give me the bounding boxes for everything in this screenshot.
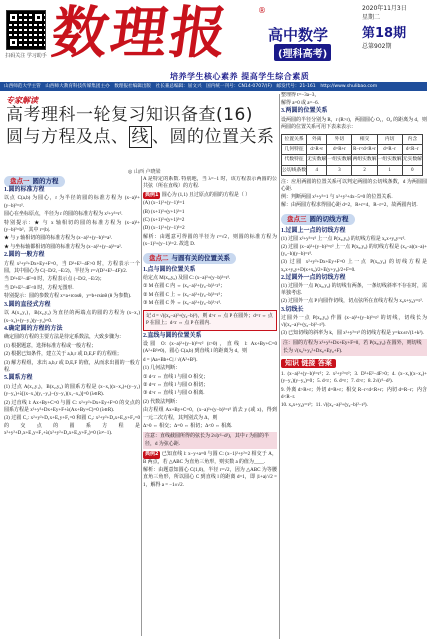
distance-formula-box (143, 310, 277, 331)
headline-line-2 (6, 126, 276, 148)
paragraph: ② M 在圆 C 上 ⇔ (x₀−a)²+(y₀−b)²=r²； (143, 292, 226, 298)
table-cell: 3 (327, 165, 352, 175)
example-question: 已知直线 l: x−y+a=0 与圆 C: (x−1)²+y²=2 相交于 A，B 两点，若 △ABC 为直角三角形，则实数 a 的值为____. (143, 452, 277, 465)
paragraph: 当 D²+E²−4F<0 时，方程无图形. (4, 285, 74, 291)
paragraph: ② d=r ⇔ 直线 l 与圆 O 相切； (143, 382, 209, 388)
example-label: 典例2 (145, 451, 159, 458)
paragraph: (3) 过圆 x²+y²+Dx+Ey+F=0 上一点 P(x₀,y₀) 的切线方程是 x₀x+y₀y+D(x+x₀)/2+E(y+y₀)/2+F=0. (281, 260, 427, 273)
qr-code-icon[interactable] (6, 10, 46, 50)
table-cell: 无实数解 (307, 155, 327, 165)
section-title: 圆的切线方程 (309, 214, 349, 223)
paragraph: (2) 代数法判断： (143, 399, 181, 405)
paragraph: 9. 外离 d>R+r；外切 d=R+r；相交 R−r<d<R+r；内切 d=R−r；内含 d<R−r. (281, 387, 427, 400)
headline-part: 、 (111, 127, 129, 147)
section-pill-1 (4, 176, 65, 187)
subsection-heading: 1.圆的标准方程 (4, 187, 45, 193)
issue-weekday: 星期二 (362, 14, 381, 21)
paragraph: d = |Aa+Bb+C| / √(A²+B²). (143, 357, 198, 363)
paragraph: (1) 过点 A(x₁,y₁)，B(x₂,y₂) 的圆系方程是 (x−x₁)(x−x₂)+(y−y₁)(y−y₂)+λ[(x−x₁)(y₁−y₂)−(y−y₁)(x₁−x₂)]=0 (λ∈R). (4, 384, 140, 398)
example-label: 典例1 (145, 191, 159, 198)
publisher-infobar: 山西师范大学主管 山西师大教育科技传媒集团主办 数理报社编辑出版 社长兼总编辑：屈文兴 国内统一刊号：CN14-0707/(F) 邮发代号：21-161 http://www.shulibao.com (0, 82, 427, 91)
article (0, 92, 279, 643)
paragraph: 设圆 O: (x−a)²+(y−b)²=r² (r>0)，直线 l: Ax+By+C=0 (A²+B²≠0)，圆心 C(a,b) 到直线 l 的距离为 d，则 (143, 341, 277, 355)
subsection-heading: 2.过圆外一点的切线方程 (281, 274, 346, 281)
option: (C) (x+1)²+(y+1)²=2 (143, 218, 185, 224)
table-cell: 无实数解 (402, 155, 422, 165)
paragraph: (3) 过圆 C₁: x²+y²+D₁x+E₁y+F₁=0 和圆 C₂: x²+y²+D₂x+E₂y+F₂=0 的交点的圆系方程是 x²+y²+D₁x+E₁y+F₁+λ(x²+y²+D₂x+E₂y+F₂)=0 (λ≠−1). (4, 416, 140, 437)
table-cell: 2 (352, 165, 377, 175)
registered-mark: ® (258, 6, 266, 15)
subsection-heading: 1.点与圆的位置关系 (143, 266, 196, 273)
section-number: 盘点二 (149, 253, 169, 262)
table-cell: d>R+r (307, 145, 327, 155)
paragraph: ③ M 在圆 C 外 ⇔ (x₀−a)²+(y₀−b)²>r². (143, 301, 222, 307)
option: (D) (x−1)²+(y−1)²=2 (143, 226, 185, 232)
paragraph: (1) 根据题意，选择标准方程或一般方程； (4, 343, 97, 349)
paragraph: 确定圆的方程的主要方法是待定系数法，大致步骤为： (4, 335, 125, 341)
qr-caption: 扫码关注 学习助手 (5, 53, 47, 59)
paragraph: 圆心在坐标原点，半径为 r 的圆的标准方程为 x²+y²=r². (4, 212, 123, 218)
example-1 (143, 192, 277, 199)
subsection-heading: 3.圆的直径式方程 (4, 301, 51, 308)
table-row-label: 代数特征 (282, 155, 307, 165)
table-header: 相交 (352, 135, 377, 145)
issue-total: 总第902期 (362, 43, 392, 50)
example-question: 圆心为 (1,1) 且过原点的圆的方程是（ ） (161, 192, 251, 198)
subject-title: 高中数学 (268, 26, 329, 44)
issue-info (362, 3, 424, 50)
table-row (282, 155, 423, 165)
subsection-heading: 1.过圆上一点的切线方程 (281, 227, 346, 234)
table-cell: 两组实数解 (352, 155, 377, 165)
article-column-c (281, 92, 427, 643)
paragraph: ① M 在圆 C 内 ⇔ (x₀−a)²+(y₀−b)²<r²； (143, 284, 226, 290)
table-header-row (282, 135, 423, 145)
paragraph: 整理得 t=−3a−3， (281, 93, 320, 98)
paragraph: ★ 与坐标轴都相切的圆的标准方程为 (x−a)²+(y−a)²=a². (4, 244, 122, 250)
section-pill-2 (143, 253, 236, 264)
paragraph: 特别提示：★ 与 x 轴相切的圆的标准方程为 (x−a)²+(y−b)²=b²，其中 r=|b|. (4, 220, 140, 234)
answers-header (281, 359, 427, 368)
paragraph: (3) 解方程组，求出 a,b,r 或 D,E,F 的值，从而求出圆的一般方程. (4, 360, 140, 373)
paragraph: 特别提示：圆的参数方程 x=a+rcosθ，y=b+rsinθ (θ 为参数). (4, 294, 132, 300)
answers-title: 知识 链接 答案 (281, 359, 336, 368)
subsection-heading: 3.两圆的位置关系 (281, 108, 328, 115)
paragraph: A 是特定的系数. 特别地，当 λ=−1 时，该方程表示两圆的公共弦（所在直线）的方程. (143, 177, 277, 190)
table-cell: d=R−r (377, 145, 402, 155)
paragraph: 过圆外一点 P(x₀,y₀) 作圆 (x−a)²+(y−b)²=r² 的切线，切线长为 √((x₀−a)²+(y₀−b)²−r²). (281, 315, 427, 329)
headline-part: 圆的位置关系 (169, 127, 275, 147)
paragraph: Δ>0 ⇔ 相交；Δ=0 ⇔ 相切；Δ<0 ⇔ 相离. (143, 423, 233, 429)
table-row-label: 几何特征 (282, 145, 307, 155)
table-header: 外切 (327, 135, 352, 145)
tangent-note: 注：圆的方程为 x²+y²+Dx+Ey+F=0，若 P(x₀,y₀) 在圆外，则切线长为 √(x₀²+y₀²+Dx₀+Ey₀+F). (281, 339, 427, 355)
issue-date: 2020年11月3日 (362, 5, 407, 12)
newspaper-logo: 数理报 (47, 1, 234, 66)
table-cell: 0 (402, 165, 422, 175)
example-2 (143, 451, 277, 466)
subsection-heading: 2.直线与圆的位置关系 (143, 332, 202, 339)
section-number: 盘点一 (10, 177, 30, 185)
section-title: 圆的方程 (32, 177, 59, 185)
option: (B) (x+1)²+(y+1)²=1 (143, 209, 185, 215)
article-column-b (143, 176, 277, 641)
subsection-heading: 5.圆系方程 (4, 375, 33, 382)
paragraph: 解：由两圆方程求得圆心距 d=2，R+r=4，R−r=2，故两圆内切. (281, 203, 418, 209)
paragraph: ★ 与 y 轴相切的圆的标准方程为 (x−a)²+(y−b)²=a². (4, 236, 113, 242)
section-pill-3 (281, 214, 355, 225)
solution: 解析：由题意知圆心 C(1,0)，半径 r=√2，因为 △ABC 为等腰直角三角形，所以圆心 C 到直线 l 的距离 d=1，即 |1+a|/√2 = 1，解得 a = −1±√2. (143, 468, 277, 488)
headline-part: 线 (129, 126, 153, 148)
author-byline: ◎ 山西 卢晓梁 (128, 169, 161, 175)
table-row-label: 公切线条数 (282, 165, 307, 175)
expert-badge: 专家解读 (6, 96, 38, 105)
paragraph: (1) 几何法判断： (143, 366, 181, 372)
paragraph: 1. (x−a)²+(y−b)²=r²；2. x²+y²=r²；3. D²+E²−4F>0；4. (x−x₁)(x−x₂)+(y−y₁)(y−y₂)=0；5. d<r；6. d=r；7. d>r；8. 2√(r²−d²). (281, 372, 427, 385)
table-cell: 1 (377, 165, 402, 175)
table-header: 外离 (307, 135, 327, 145)
circle-position-table (281, 134, 423, 176)
paragraph: 给定点 M(x₀,y₀) 及圆 C: (x−a)²+(y−b)²=r². (143, 276, 231, 282)
table-header: 内切 (377, 135, 402, 145)
table-row (282, 145, 423, 155)
paragraph: ① d<r ⇔ 直线 l 与圆 O 相交； (143, 374, 209, 380)
paragraph: 10. x₀x+y₀y=r²；11. √((x₀−a)²+(y₀−b)²−r²). (281, 402, 368, 408)
table-cell: 一组实数解 (377, 155, 402, 165)
option: (A) (x−1)²+(y−1)²=1 (143, 201, 185, 207)
column-divider (141, 176, 142, 636)
table-cell: 4 (307, 165, 327, 175)
masthead (0, 0, 427, 92)
headline-line-1: 高考理科一轮复习知识备查(16) (6, 105, 253, 125)
paragraph: (3) 已知切线的斜率为 k，圆 x²+y²=r² 的切线方程是 y=kx±r√(1+k²). (281, 331, 424, 337)
table-header: 位置关系 (282, 135, 307, 145)
paragraph: 以 A(x₁,y₁)，B(x₂,y₂) 为直径的两端点的圆的方程为 (x−x₁)(x−x₂)+(y−y₁)(y−y₂)=0. (4, 311, 140, 324)
paragraph: 由方程组 Ax+By+C=0，(x−a)²+(y−b)²=r² 消去 y (或 x)，得到一元二次方程，其判别式为 Δ，则 (143, 408, 277, 421)
paragraph: 注：应用两圆的位置关系可以判定两圆的公切线条数，d 为两圆圆心距. (281, 179, 427, 193)
chord-note: 注意：直线截圆所得的弦长为 2√(r²−d²)，其中 r 为圆的半径，d 为弦心距. (143, 432, 277, 449)
table-header: 内含 (402, 135, 422, 145)
table-cell: d=R+r (327, 145, 352, 155)
table-cell: 一组实数解 (327, 155, 352, 165)
table-row (282, 165, 423, 175)
paragraph: (2) 过直线 l: Ax+By+C=0 与圆 C: x²+y²+Dx+Ey+F=0 的交点的圆系方程是 x²+y²+Dx+Ey+F+λ(Ax+By+C)=0 (λ∈R). (4, 400, 140, 413)
solution: 解析：由题意可得圆的半径为 r=√2，则圆的标准方程为 (x−1)²+(y−1)²=2. 故选 D. (143, 234, 277, 248)
paragraph: 设两圆的半径分别为 R，r (R>r)，两圆圆心 O₁，O₂ 的距离为 d，则两圆的位置关系可用下表来表示： (281, 117, 427, 130)
paragraph: 解得 a=0 或 a=−6. (281, 101, 319, 107)
table-cell: d<R−r (402, 145, 422, 155)
paragraph: 例：判断两圆 x²+y²=1 与 x²+y²+4x−5=0 的位置关系. (281, 195, 393, 201)
subsection-heading: 2.圆的一般方程 (4, 252, 45, 259)
subsection-heading: 4.确定圆的方程的方法 (4, 325, 63, 332)
column-divider (279, 94, 280, 639)
paragraph: (2) 根据已知条件，建立关于 a,b,r 或 D,E,F 的方程组； (4, 352, 122, 358)
paragraph: (1) 过圆外一点 P(x₀,y₀) 的切线有两条，一条切线斜率不存在时，需单独考虑. (281, 284, 427, 297)
paragraph: (2) 过圆外一点 P 向圆作切线，切点弦所在直线方程为 x₀x+y₀y=r². (281, 299, 423, 305)
paragraph: (2) 过圆 (x−a)²+(y−b)²=r² 上一点 P(x₀,y₀) 的切线方程是 (x₀−a)(x−a)+(y₀−b)(y−b)=r². (281, 245, 427, 258)
subsection-heading: 3.切线长 (281, 306, 304, 313)
paragraph: ③ d>r ⇔ 直线 l 与圆 O 相离. (143, 391, 205, 397)
section-number: 盘点三 (287, 214, 307, 223)
table-cell: R−r<d<R+r (352, 145, 377, 155)
paragraph: 方程 x²+y²+Dx+Ey+F=0，当 D²+E²−4F>0 时，方程表示一个圆，其中圆心为 C(−D/2, −E/2)，半径为 r=√(D²+E²−4F)/2. (4, 261, 140, 275)
headline-part: 圆与方程及点 (6, 127, 111, 147)
headline-part: 、 (152, 127, 170, 147)
paragraph: 以点 C(a,b) 为圆心，r 为半径的圆的标准方程为 (x−a)²+(y−b)²=r². (4, 196, 140, 209)
slogan: 培养学生核心素养 提高学生综合素质 (170, 72, 310, 81)
article-column-a (4, 176, 140, 641)
headline (6, 104, 276, 148)
paragraph: 当 D²+E²−4F=0 时，方程表示点 (−D/2, −E/2)； (4, 277, 105, 283)
paragraph: (1) 过圆 x²+y²=r² 上一点 P(x₀,y₀) 的切线方程是 x₀x+y₀y=r². (281, 236, 406, 242)
formula-text: 记 d = √((x₀−a)²+(y₀−b)²)，则 d>r ⇔ 点 P 在圆外；d=r ⇔ 点 P 在圆上；d<r ⇔ 点 P 在圆内. (146, 313, 273, 327)
issue-number: 第18期 (362, 26, 407, 41)
edition-badge: (理科高考) (274, 44, 331, 61)
section-title: 与圆有关的位置关系 (171, 253, 230, 262)
